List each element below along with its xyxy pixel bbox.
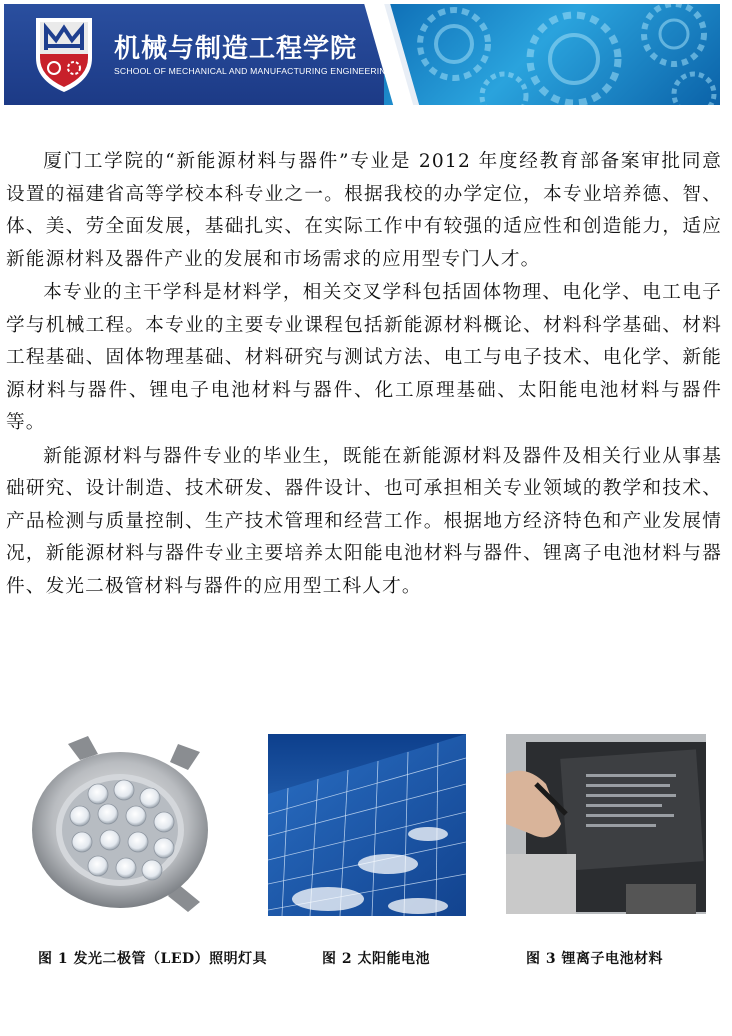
paragraph-1: 厦门工学院的“新能源材料与器件”专业是 2012 年度经教育部备案审批同意设置的福建省高等学校本科专业之一。根据我校的办学定位，本专业培养德、智、体、美、劳全面发展，基础扎实、在实际工作中有较强的适应性和创造能力，适应新能源材料及器件产业的发展和市场需求的应用型专门人才。 <box>6 151 722 270</box>
figure-1-caption: 图 1 发光二极管（LED）照明灯具 <box>38 951 268 967</box>
led-lamp-image <box>28 734 218 914</box>
school-name-en: SCHOOL OF MECHANICAL AND MANUFACTURING ENGINEERING <box>114 66 393 76</box>
paragraph-3: 新能源材料与器件专业的毕业生，既能在新能源材料及器件及相关行业从事基础研究、设计制造、技术研发、器件设计、也可承担相关专业领域的教学和技术、产品检测与质量控制、生产技术管理和经营工作。根据地方经济特色和产业发展情况，新能源材料与器件专业主要培养太阳能电池材料与器件、锂离子电池材料与器件、发光二极管材料与器件的应用型工科人才。 <box>6 445 722 597</box>
school-logo-icon <box>32 14 96 94</box>
article-body <box>6 146 722 604</box>
gears-graphic <box>384 4 720 105</box>
figure-2-caption: 图 2 太阳能电池 <box>322 951 430 967</box>
lithium-battery-image <box>506 734 706 914</box>
solar-panel-image <box>268 734 466 916</box>
paragraph-2: 本专业的主干学科是材料学，相关交叉学科包括固体物理、电化学、电工电子学与机械工程。本专业的主要专业课程包括新能源材料概论、材料科学基础、材料工程基础、固体物理基础、材料研究与测试方法、电工与电子技术、电化学、新能源材料与器件、锂电子电池材料与器件、化工原理基础、太阳能电池材料与器件等。 <box>6 282 722 433</box>
header-banner <box>4 4 720 105</box>
school-name-cn: 机械与制造工程学院 <box>114 34 358 64</box>
figure-3-caption: 图 3 锂离子电池材料 <box>526 951 663 967</box>
